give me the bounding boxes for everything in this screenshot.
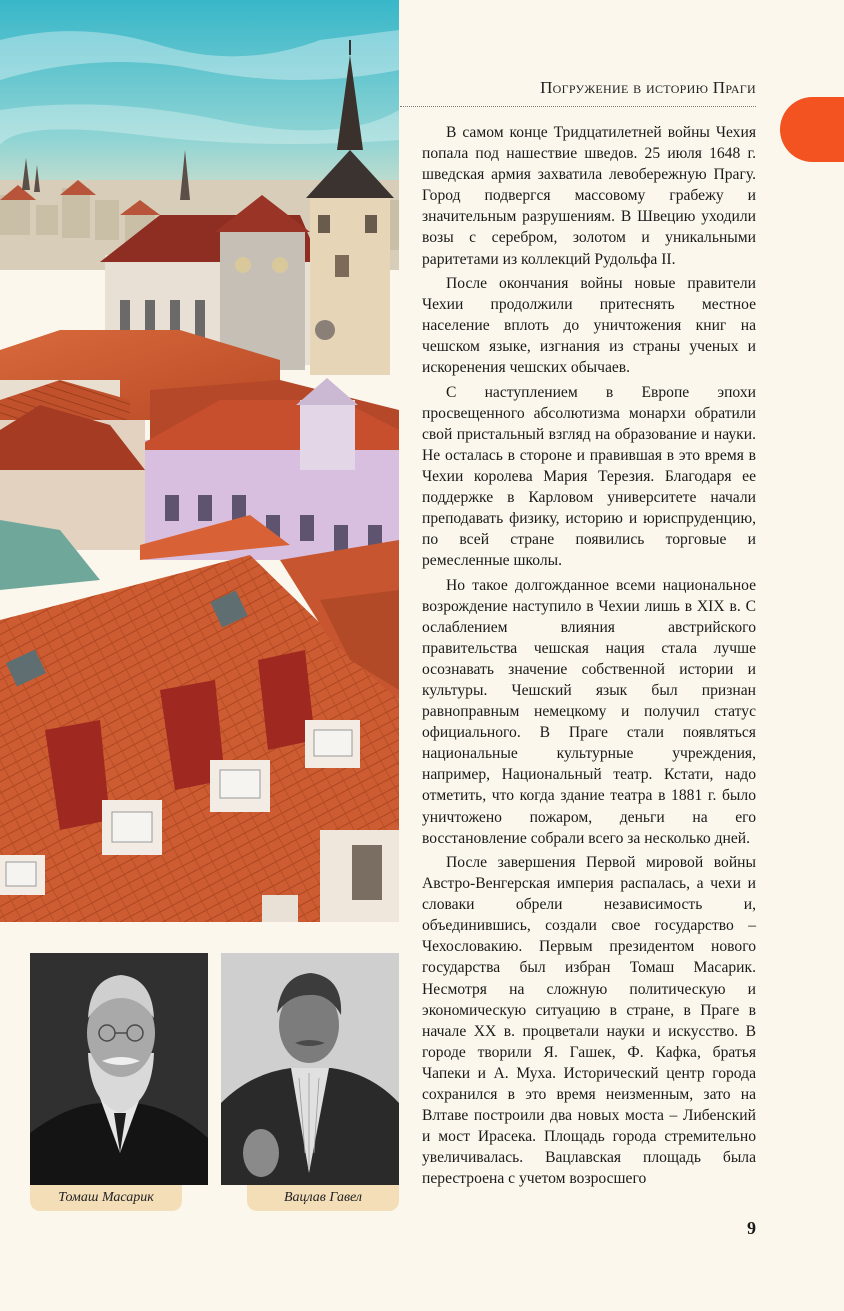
chapter-tab-marker: [780, 97, 844, 162]
paragraph-1: В самом конце Тридцатилетней войны Чехия попала под нашествие шведов. 25 июля 1648 г. шведская армия захватила левобережную Прагу. Город подвергся массовому грабежу и значительным разрушениям. В Швецию уходили возы с серебром, золотом и уникальными раритетами из коллекций Рудольфа II.: [422, 124, 756, 268]
paragraph-2: После окончания войны новые правители Чехии продолжили притеснять местное население вплоть до уничтожения книг на чешском языке, изгнания из страны ученых и искоренения чешских обычаев.: [422, 274, 756, 377]
header-divider: [400, 106, 756, 107]
paragraph-4: Но такое долгожданное всеми национальное возрождение наступило в Чехии лишь в XIX в. С ослаблением влияния австрийского правительства чешская нация стала лучше осознавать значение собственной истории и культуры. Чешский язык был признан равноправным немецкому и получил статус официального. В Праге стали появляться национальные культурные учреждения, например, Национальный театр. Кстати, надо отметить, что когда здание театра в 1881 г. было уничтожено пожаром, деньги на его восстановление собрали всего за несколько дней.: [422, 576, 756, 847]
body-text-column: [422, 122, 756, 1193]
page-number: 9: [747, 1218, 756, 1238]
caption-havel-text: Вацлав Гавел: [283, 1190, 363, 1205]
prague-rooftops-photo: [0, 0, 399, 922]
portrait-masaryk: [30, 953, 208, 1185]
caption-havel: [247, 1185, 399, 1211]
portrait-havel: [221, 953, 399, 1185]
running-title: Погружение в историю Праги: [540, 78, 756, 97]
paragraph-3: С наступлением в Европе эпохи просвещенного абсолютизма монархи обратили свой пристальный взгляд на образование и науки. Не осталась в стороне и правившая в это время в Чехии королева Мария Терезия. Благодаря ее поддержке в Карловом университете начали преподавать физику, историю и юриспруденцию, по всей стране появились торговые и ремесленные школы.: [422, 383, 756, 570]
caption-masaryk: [30, 1185, 182, 1211]
caption-masaryk-text: Томаш Масарик: [58, 1190, 154, 1205]
paragraph-5: После завершения Первой мировой войны Австро-Венгерская империя распалась, а чехи и словаки обрели независимость и, объединившись, создали свое государство – Чехословакию. Первым президентом нового государства был избран Томаш Масарик. Несмотря на сложную политическую и экономическую ситуацию в стране, в Праге в начале XX в. процветали науки и искусство. В городе творили Я. Гашек, Ф. Кафка, братья Чапеки и А. Муха. Исторический центр города сохранился в это время неизменным, зато на Влтаве построили два новых моста – Либенский и мост Ирасека. Площадь города стремительно увеличивалась. Вацлавская площадь была перестроена с учетом возросшего: [422, 853, 756, 1188]
